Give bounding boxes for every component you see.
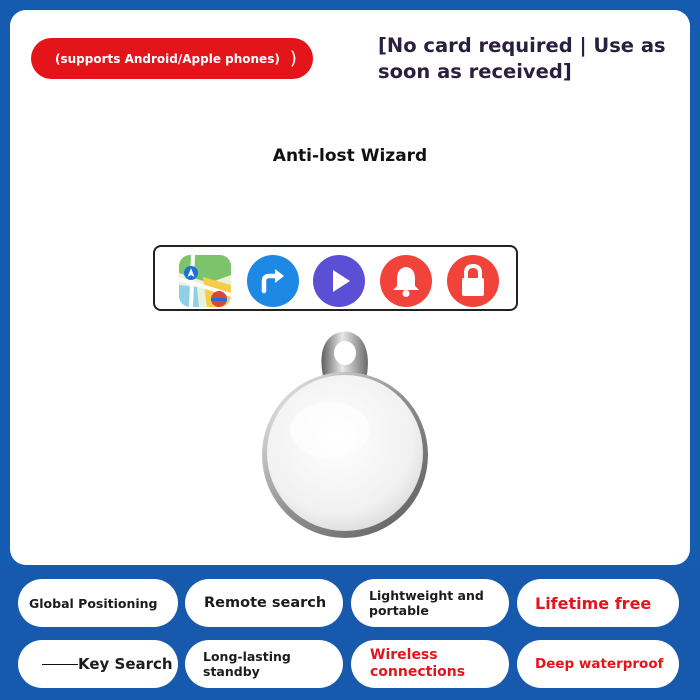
badge-paren: ) <box>289 48 297 69</box>
feature-label: Long-lasting standby <box>203 649 291 679</box>
feature-pill <box>517 579 679 627</box>
lock-icon <box>447 255 499 307</box>
feature-pill <box>351 579 509 627</box>
app-icon-bar <box>153 245 518 311</box>
compatibility-badge <box>31 38 313 79</box>
feature-pill <box>517 640 679 688</box>
feature-pill <box>185 640 343 688</box>
play-icon <box>313 255 365 307</box>
feature-pill <box>185 579 343 627</box>
feature-label: Global Positioning <box>29 595 158 611</box>
feature-label: Wireless connections <box>370 647 466 680</box>
feature-label: Lifetime free <box>535 593 652 613</box>
map-icon <box>179 255 231 307</box>
feature-pill <box>351 640 509 688</box>
feature-label: Key Search <box>78 655 173 673</box>
feature-label: Deep waterproof <box>535 656 664 672</box>
key-line-decoration <box>42 664 78 665</box>
tracker-tag-image <box>255 325 435 545</box>
feature-label: Lightweight and portable <box>369 588 484 618</box>
feature-pill <box>18 579 178 627</box>
feature-label: Remote search <box>204 595 327 611</box>
product-title: Anti-lost Wizard <box>272 146 428 166</box>
feature-pill <box>18 640 178 688</box>
compatibility-label: (supports Android/Apple phones) <box>55 51 280 66</box>
no-card-headline: [No card required | Use as soon as received] <box>378 34 666 83</box>
navigation-arrow-icon <box>247 255 299 307</box>
bell-icon <box>380 255 432 307</box>
